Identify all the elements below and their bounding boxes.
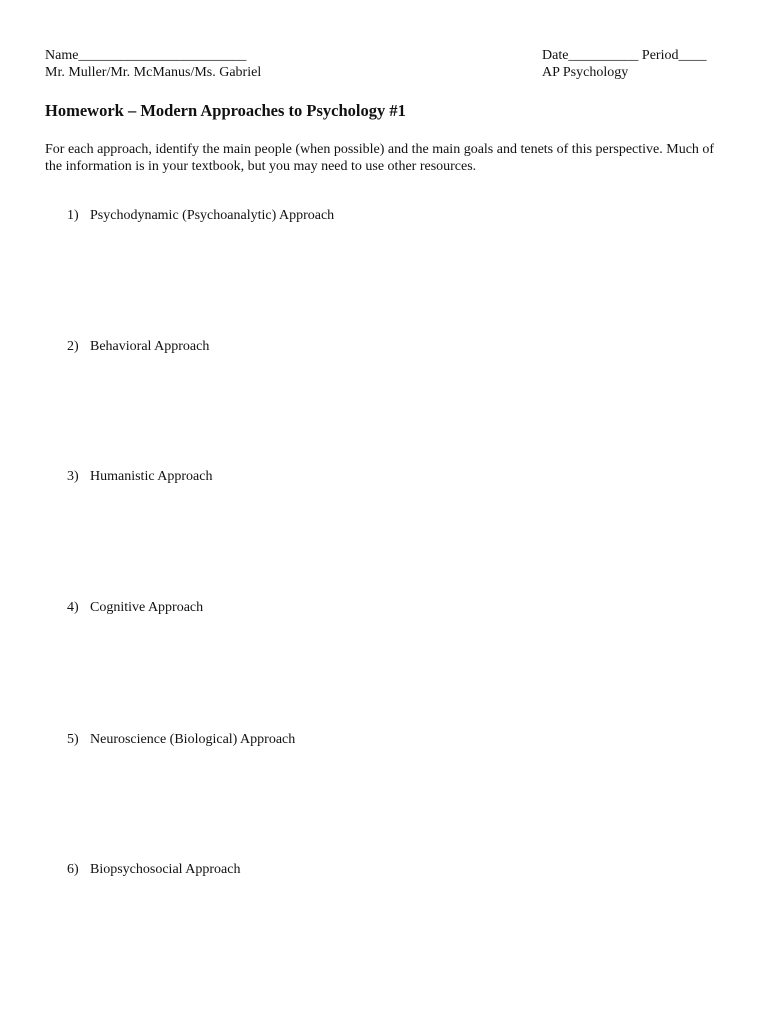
question-number: 6) bbox=[67, 862, 79, 877]
question-item bbox=[67, 468, 212, 485]
question-number: 2) bbox=[67, 339, 79, 354]
name-field-label: Name________________________ bbox=[45, 48, 247, 63]
course-name: AP Psychology bbox=[542, 65, 629, 80]
question-text: Humanistic Approach bbox=[90, 469, 213, 484]
question-text: Behavioral Approach bbox=[90, 339, 210, 354]
question-text: Biopsychosocial Approach bbox=[90, 862, 241, 877]
instructions-paragraph: For each approach, identify the main people (when possible) and the main goals and tenets of this perspective. Much of the information is in your textbook, but you may need to use other resources. bbox=[45, 142, 715, 174]
question-text: Cognitive Approach bbox=[90, 600, 204, 615]
question-item bbox=[67, 338, 209, 355]
question-text: Neuroscience (Biological) Approach bbox=[90, 732, 296, 747]
question-number: 5) bbox=[67, 732, 79, 747]
date-period-label: Date__________ Period____ bbox=[542, 48, 707, 63]
question-item bbox=[67, 731, 295, 748]
teacher-names: Mr. Muller/Mr. McManus/Ms. Gabriel bbox=[45, 65, 262, 80]
question-item bbox=[67, 861, 240, 878]
question-number: 3) bbox=[67, 469, 79, 484]
question-item bbox=[67, 599, 203, 616]
question-item bbox=[67, 207, 334, 224]
question-text: Psychodynamic (Psychoanalytic) Approach bbox=[90, 208, 335, 223]
page-title: Homework – Modern Approaches to Psychology #1 bbox=[45, 101, 406, 120]
question-number: 1) bbox=[67, 208, 79, 223]
question-number: 4) bbox=[67, 600, 79, 615]
